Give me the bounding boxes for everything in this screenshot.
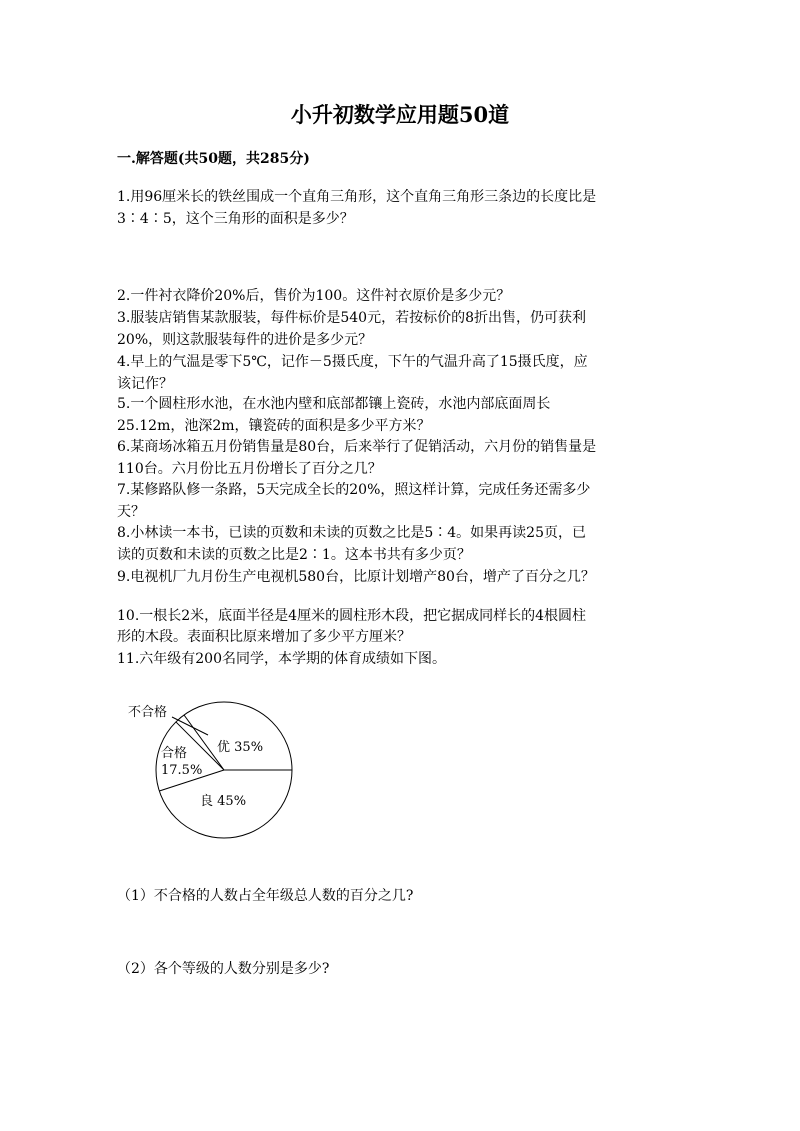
question-line: 20%，则这款服装每件的进价是多少元？ <box>117 332 373 348</box>
section-heading: 一.解答题(共50题，共285分) <box>117 151 310 167</box>
slice-label-good: 良 45% <box>200 794 247 809</box>
pie-chart <box>124 695 294 845</box>
question-line: 4.早上的气温是零下5℃，记作－5摄氏度，下午的气温升高了15摄氏度，应 <box>117 354 588 370</box>
question-line: 5.一个圆柱形水池，在水池内壁和底部都镶上瓷砖，水池内部底面周长 <box>117 396 551 412</box>
slice-label-fail: 不合格 <box>128 705 168 720</box>
question-line: 该记作？ <box>117 376 173 392</box>
page-title: 小升初数学应用题50道 <box>290 102 510 127</box>
question-line: 8.小林读一本书，已读的页数和未读的页数之比是5∶4。如果再读25页，已 <box>117 525 586 541</box>
question-line: 6.某商场冰箱五月份销售量是80台，后来举行了促销活动，六月份的销售量是 <box>117 439 597 455</box>
question-line: 2.一件衬衣降价20%后，售价为100。这件衬衣原价是多少元？ <box>117 288 511 304</box>
question-line: 10.一根长2米，底面半径是4厘米的圆柱形木段，把它据成同样长的4根圆柱 <box>117 608 586 624</box>
question-line: 110台。六月份比五月份增长了百分之几？ <box>117 461 382 477</box>
question-line: 25.12m，池深2m，镶瓷砖的面积是多少平方米？ <box>117 418 431 434</box>
fail-leader-line <box>172 717 208 735</box>
question-line: 3∶4∶5，这个三角形的面积是多少？ <box>117 211 354 227</box>
subquestion: （1）不合格的人数占全年级总人数的百分之几? <box>117 888 414 904</box>
question-line: 11.六年级有200名同学，本学期的体育成绩如下图。 <box>117 651 446 667</box>
slice-label-excellent: 优 35% <box>217 740 264 755</box>
question-line: 1.用96厘米长的铁丝围成一个直角三角形，这个直角三角形三条边的长度比是 <box>117 189 597 205</box>
question-line: 9.电视机厂九月份生产电视机580台，比原计划增产80台，增产了百分之几？ <box>117 569 595 585</box>
question-line: 读的页数和未读的页数之比是2∶1。这本书共有多少页？ <box>117 547 471 563</box>
question-line: 3.服装店销售某款服装，每件标价是540元，若按标价的8折出售，仍可获利 <box>117 310 586 326</box>
slice-label-pass-value: 17.5% <box>161 763 203 778</box>
subquestion: （2）各个等级的人数分别是多少? <box>117 961 330 977</box>
slice-label-pass: 合格 <box>161 746 188 761</box>
question-line: 天？ <box>117 504 145 520</box>
question-line: 形的木段。表面积比原来增加了多少平方厘米？ <box>117 629 411 645</box>
question-line: 7.某修路队修一条路，5天完成全长的20%，照这样计算，完成任务还需多少 <box>117 482 591 498</box>
